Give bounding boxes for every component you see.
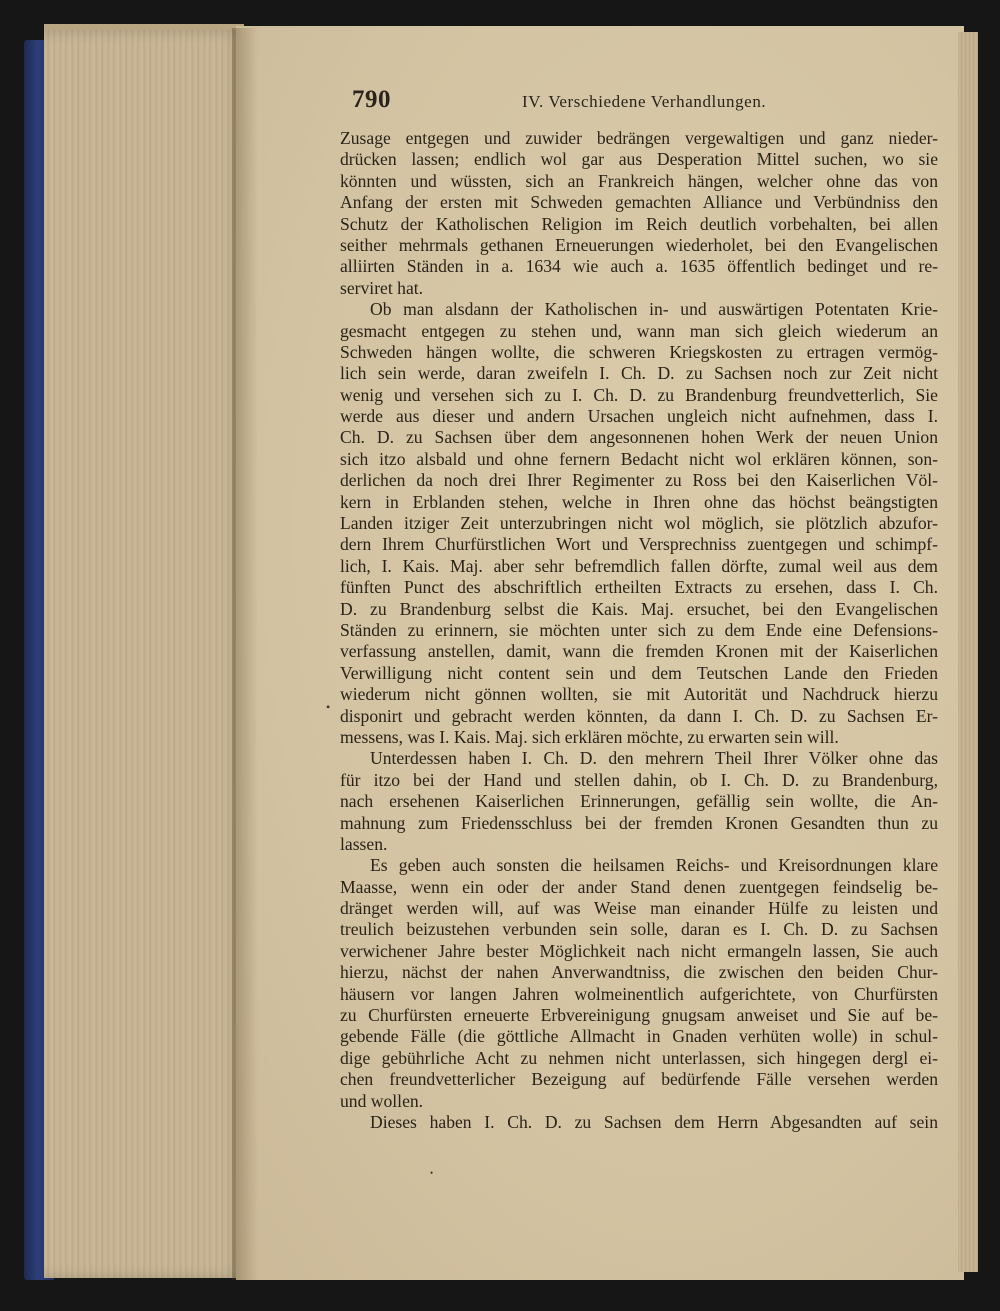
text-line: Verwilligung nicht content sein und dem Teutschen Lande den Frieden: [340, 662, 938, 683]
text-line: für itzo bei der Hand und stellen dahin, ob I. Ch. D. zu Brandenburg,: [340, 769, 938, 790]
text-line: mahnung zum Friedensschluss bei der fremden Kronen Gesandten thun zu: [340, 812, 938, 833]
text-line: gesmacht entgegen zu stehen und, wann man sich gleich wiederum an: [340, 320, 938, 341]
text-line: wenig und versehen sich zu I. Ch. D. zu Brandenburg freundvetterlich, Sie: [340, 384, 938, 405]
text-line: dränget werden will, auf was Weise man einander Hülfe zu leisten und: [340, 898, 938, 919]
margin-dot: •: [326, 700, 331, 714]
text-line: disponirt und gebracht werden könnten, da dann I. Ch. D. zu Sachsen Er-: [340, 705, 938, 726]
text-line: Es geben auch sonsten die heilsamen Reichs- und Kreisordnungen klare: [370, 855, 938, 876]
running-head: IV. Verschiedene Verhandlungen.: [522, 92, 767, 111]
text-line: serviret hat.: [340, 277, 424, 298]
text-line: Ob man alsdann der Katholischen in- und auswärtigen Potentaten Krie-: [370, 299, 938, 320]
page-block-edge: [44, 30, 244, 1278]
text-line: dern Ihrem Churfürstlichen Wort und Versprechniss zuentgegen und schimpf-: [340, 534, 938, 555]
text-line: werde aus dieser und andern Ursachen ungleich nicht aufnehmen, dass I.: [340, 406, 938, 427]
text-line: treulich beizustehen verbunden sein solle, daran es I. Ch. D. zu Sachsen: [340, 919, 938, 940]
text-line: lich, I. Kais. Maj. aber sehr befremdlich fallen dörfte, zumal weil aus dem: [340, 555, 938, 576]
text-body: [340, 128, 938, 1133]
text-line: zu Churfürsten erneuerte Erbvereinigung gnugsam anweiset und Sie auf be-: [340, 1005, 938, 1026]
page-number: 790: [352, 86, 391, 113]
text-line: sich itzo alsbald und ohne fernern Bedacht nicht wol erklären können, son-: [340, 448, 938, 469]
text-line: gebende Fälle (die göttliche Allmacht in Gnaden verhüten wolle) in schul-: [340, 1026, 938, 1047]
text-line: Ch. D. zu Sachsen über dem angesonnenen hohen Werk der neuen Union: [340, 427, 938, 448]
page-gutter-shadow: [232, 28, 258, 1280]
text-line: messens, was I. Kais. Maj. sich erklären möchte, zu erwarten sein will.: [340, 726, 839, 747]
text-line: derlichen da noch drei Ihrer Regimenter zu Ross bei den Kaiserlichen Völ-: [340, 470, 938, 491]
text-line: verwichener Jahre bester Möglichkeit nach nicht ermangeln lassen, Sie auch: [340, 940, 938, 961]
ink-speck: •: [430, 1168, 434, 1178]
text-line: Landen itziger Zeit unterzubringen nicht wol möglich, sie plötzlich abzufor-: [340, 513, 938, 534]
text-line: Anfang der ersten mit Schweden gemachten Alliance und Verbündniss den: [340, 192, 938, 213]
text-line: drücken lassen; endlich wol gar aus Desperation Mittel suchen, wo sie: [340, 149, 938, 170]
text-line: lich sein werde, daran zweifeln I. Ch. D. zu Sachsen noch zur Zeit nicht: [340, 363, 938, 384]
text-line: Maasse, wenn ein oder der ander Stand denen zuentgegen feindselig be-: [340, 876, 938, 897]
text-line: und wollen.: [340, 1090, 424, 1111]
text-line: dige gebührliche Acht zu nehmen nicht unterlassen, sich hingegen dergl ei-: [340, 1047, 938, 1068]
page-header: [352, 86, 952, 120]
text-line: seither mehrmals gethanen Erneuerungen wiederholet, bei den Evangelischen: [340, 234, 938, 255]
text-line: lassen.: [340, 833, 388, 854]
text-line: Ständen zu erinnern, sie möchten unter sich zu dem Ende eine Defensions-: [340, 619, 938, 640]
text-line: Unterdessen haben I. Ch. D. den mehrern Theil Ihrer Völker ohne das: [370, 748, 938, 769]
text-line: nach ersehenen Kaiserlichen Erinnerungen, gefällig sein wollte, die An-: [340, 791, 938, 812]
text-line: wiederum nicht gönnen wollten, sie mit Autorität und Nachdruck hierzu: [340, 684, 938, 705]
text-line: chen freundvetterlicher Bezeigung auf bedürfende Fälle versehen werden: [340, 1069, 938, 1090]
text-line: Zusage entgegen und zuwider bedrängen vergewaltigen und ganz nieder-: [340, 128, 938, 148]
text-line: Dieses haben I. Ch. D. zu Sachsen dem Herrn Abgesandten auf sein: [370, 1111, 938, 1132]
text-line: Schweden hängen wollte, die schweren Kriegskosten zu ertragen vermög-: [340, 341, 938, 362]
right-page-edges: [958, 32, 978, 1272]
text-line: Schutz der Katholischen Religion im Reich deutlich vorbehalten, bei allen: [340, 213, 938, 234]
text-line: D. zu Brandenburg selbst die Kais. Maj. ersuchet, bei den Evangelischen: [340, 598, 938, 619]
text-line: hierzu, nächst der nahen Anverwandtniss, die zwischen den beiden Chur-: [340, 962, 938, 983]
text-line: alliirten Ständen in a. 1634 wie auch a. 1635 öffentlich bedinget und re-: [340, 256, 938, 277]
text-line: kern in Erblanden stehen, welche in Ihren ohne das höchst beängstigten: [340, 491, 938, 512]
text-line: häusern vor langen Jahren wolmeinentlich aufgerichtete, von Churfürsten: [340, 983, 938, 1004]
text-line: fünften Punct des abschriftlich ertheilten Extracts zu ersehen, dass I. Ch.: [340, 577, 938, 598]
text-line: könnten und wüssten, sich an Frankreich hängen, welcher ohne das von: [340, 170, 938, 191]
text-line: verfassung anstellen, damit, wann die fremden Kronen mit der Kaiserlichen: [340, 641, 938, 662]
